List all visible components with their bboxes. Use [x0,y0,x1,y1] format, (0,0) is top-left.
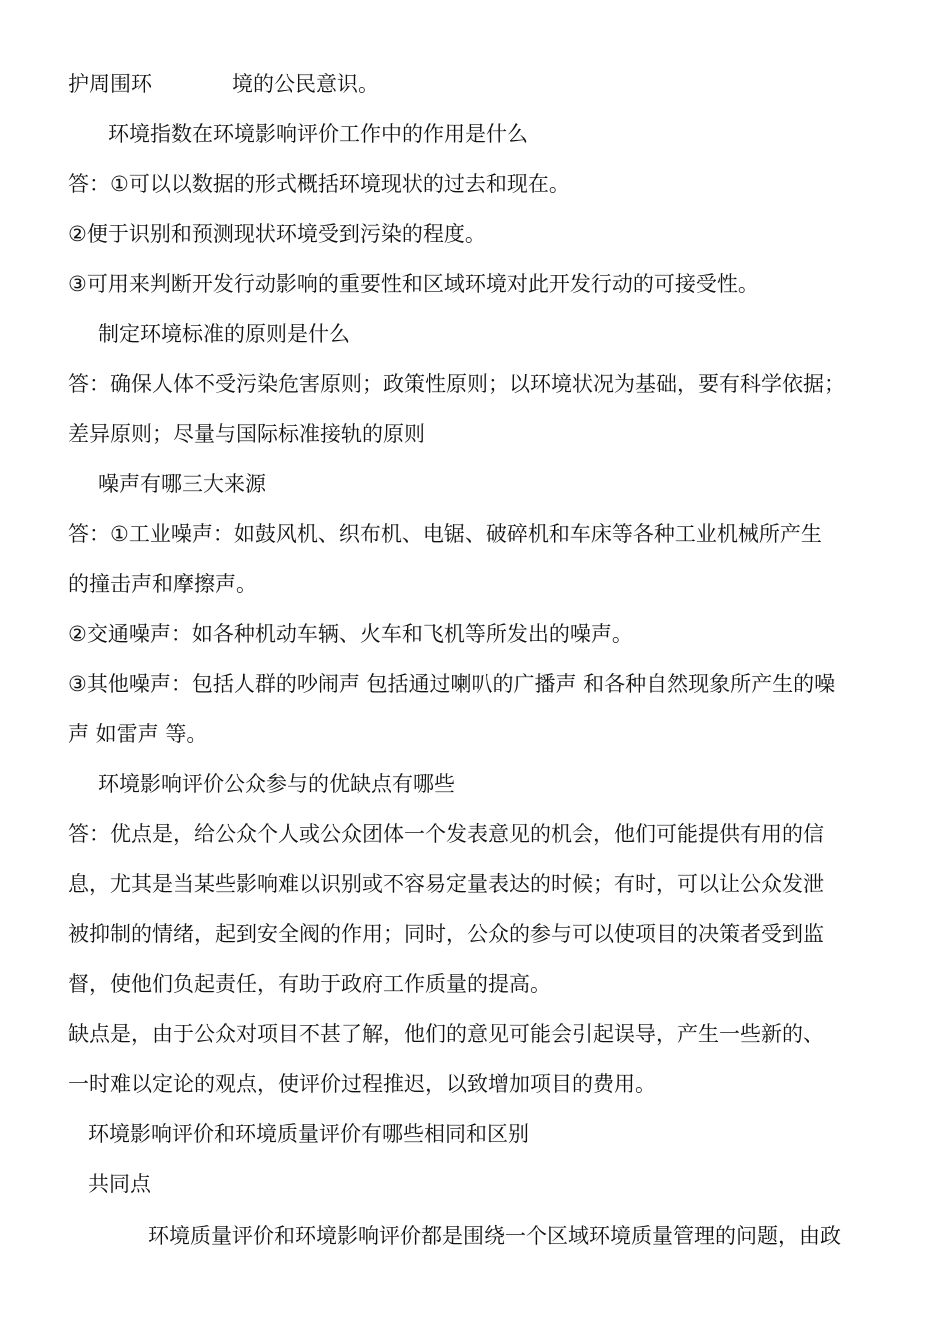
answer-line: 被抑制的情绪，起到安全阀的作用；同时，公众的参与可以使项目的决策者受到监 [68,922,824,946]
answer-line: 声 如雷声 等。 [68,722,208,746]
text-fragment: 护周围环 [68,72,152,96]
question-heading: 环境影响评价和环境质量评价有哪些相同和区别 [88,1122,529,1146]
answer-line: 督，使他们负起责任，有助于政府工作质量的提高。 [68,972,551,996]
answer-line: 一时难以定论的观点，使评价过程推迟，以致增加项目的费用。 [68,1072,656,1096]
question-heading: 制定环境标准的原则是什么 [98,322,350,346]
sub-heading: 共同点 [88,1172,151,1196]
answer-line: 差异原则；尽量与国际标准接轨的原则 [68,422,425,446]
answer-line: 的撞击声和摩擦声。 [68,572,257,596]
text-line [68,70,379,98]
paragraph-line: 环境质量评价和环境影响评价都是围绕一个区域环境质量管理的问题，由政 [148,1224,841,1248]
answer-line: ②交通噪声：如各种机动车辆、火车和飞机等所发出的噪声。 [68,622,633,646]
question-heading: 噪声有哪三大来源 [98,472,266,496]
text-fragment: 境的公民意识。 [232,72,379,96]
answer-line: 答：①工业噪声：如鼓风机、织布机、电锯、破碎机和车床等各种工业机械所产生 [68,522,822,546]
answer-line: ③其他噪声：包括人群的吵闹声 包括通过喇叭的广播声 和各种自然现象所产生的噪 [68,672,836,696]
answer-line: 息，尤其是当某些影响难以识别或不容易定量表达的时候；有时，可以让公众发泄 [68,872,824,896]
answer-line: 缺点是，由于公众对项目不甚了解，他们的意见可能会引起误导，产生一些新的、 [68,1022,824,1046]
answer-line: 答：确保人体不受污染危害原则；政策性原则；以环境状况为基础，要有科学依据； [68,372,845,396]
answer-line: ③可用来判断开发行动影响的重要性和区域环境对此开发行动的可接受性。 [68,272,759,296]
question-heading: 环境影响评价公众参与的优缺点有哪些 [98,772,455,796]
answer-line: 答：①可以以数据的形式概括环境现状的过去和现在。 [68,172,570,196]
answer-line: 答：优点是，给公众个人或公众团体一个发表意见的机会，他们可能提供有用的信 [68,822,824,846]
question-heading: 环境指数在环境影响评价工作中的作用是什么 [108,122,528,146]
answer-line: ②便于识别和预测现状环境受到污染的程度。 [68,222,486,246]
